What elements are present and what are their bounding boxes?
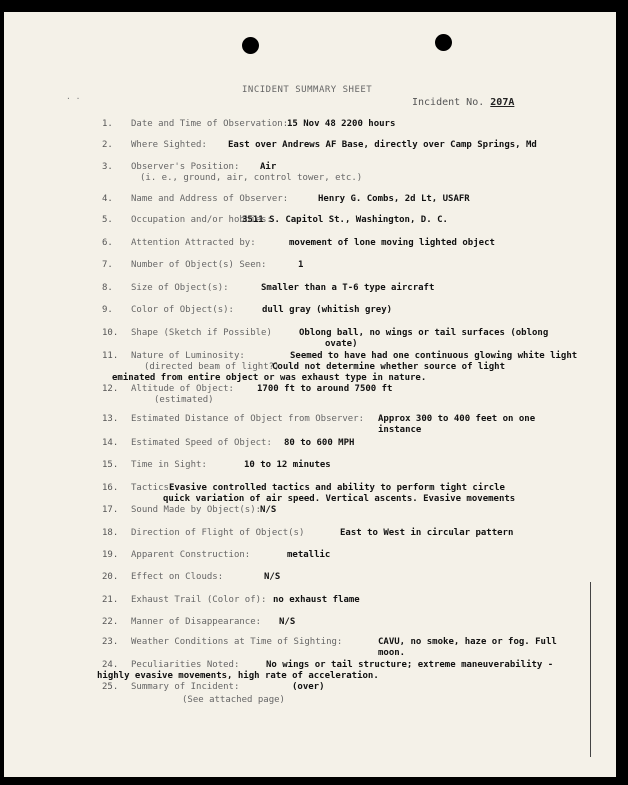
item-label: Time in Sight: — [131, 460, 207, 470]
item-label: Sound Made by Object(s): — [131, 505, 262, 515]
item-answer: 10 to 12 minutes — [244, 460, 331, 470]
margin-line — [590, 582, 591, 757]
document-title: INCIDENT SUMMARY SHEET — [242, 85, 373, 95]
item-answer-continued: highly evasive movements, high rate of acceleration. — [97, 671, 379, 681]
item-answer: No wings or tail structure; extreme maneuverability - — [266, 660, 554, 670]
item-label: Observer's Position: — [131, 162, 240, 172]
item-answer: CAVU, no smoke, haze or fog. Full — [378, 637, 557, 647]
item-number: 7. — [102, 260, 113, 270]
incident-number-value: 207A — [490, 97, 515, 108]
item-subnote: (directed beam of light?) — [144, 362, 280, 372]
item-number: 23. — [102, 637, 119, 647]
item-answer: dull gray (whitish grey) — [262, 305, 393, 315]
item-answer: 80 to 600 MPH — [284, 438, 355, 448]
item-label: Size of Object(s): — [131, 283, 229, 293]
item-number: 3. — [102, 162, 113, 172]
item-label: Tactics: — [131, 483, 175, 493]
item-answer: 15 Nov 48 2200 hours — [287, 119, 396, 129]
item-answer-continued: Could not determine whether source of light — [272, 362, 505, 372]
punch-hole-left — [242, 37, 259, 54]
incident-number — [412, 97, 514, 108]
item-number: 15. — [102, 460, 119, 470]
item-answer: 1 — [298, 260, 304, 270]
item-label: Manner of Disappearance: — [131, 617, 262, 627]
item-answer-continued: instance — [378, 425, 422, 435]
item-number: 12. — [102, 384, 119, 394]
item-answer: metallic — [287, 550, 331, 560]
item-answer-continued: moon. — [378, 648, 406, 658]
item-label: Direction of Flight of Object(s) — [131, 528, 305, 538]
item-answer-continued: ovate) — [325, 339, 358, 349]
item-subnote: (estimated) — [154, 395, 214, 405]
item-label: Estimated Distance of Object from Observer: — [131, 414, 364, 424]
item-number: 18. — [102, 528, 119, 538]
item-label: Name and Address of Observer: — [131, 194, 289, 204]
item-number: 5. — [102, 215, 113, 225]
item-label: Exhaust Trail (Color of): — [131, 595, 267, 605]
item-number: 14. — [102, 438, 119, 448]
document-page — [4, 12, 616, 777]
item-label: Weather Conditions at Time of Sighting: — [131, 637, 343, 647]
item-number: 13. — [102, 414, 119, 424]
margin-mark: · · — [66, 94, 81, 103]
item-answer-continued: quick variation of air speed. Vertical ascents. Evasive movements — [163, 494, 516, 504]
item-number: 4. — [102, 194, 113, 204]
item-label: Color of Object(s): — [131, 305, 234, 315]
item-answer: movement of lone moving lighted object — [289, 238, 495, 248]
item-answer: Air — [260, 162, 277, 172]
item-number: 2. — [102, 140, 113, 150]
item-answer: N/S — [279, 617, 296, 627]
item-label: Attention Attracted by: — [131, 238, 256, 248]
item-answer: N/S — [260, 505, 277, 515]
item-number: 22. — [102, 617, 119, 627]
item-number: 20. — [102, 572, 119, 582]
item-subnote: (i. e., ground, air, control tower, etc.) — [140, 173, 363, 183]
item-label: Nature of Luminosity: — [131, 351, 245, 361]
item-number: 21. — [102, 595, 119, 605]
item-label: Apparent Construction: — [131, 550, 251, 560]
item-number: 16. — [102, 483, 119, 493]
punch-hole-right — [435, 34, 452, 51]
item-number: 11. — [102, 351, 119, 361]
item-label: Altitude of Object: — [131, 384, 234, 394]
item-answer: East over Andrews AF Base, directly over Camp Springs, Md — [228, 140, 537, 150]
item-answer: Henry G. Combs, 2d Lt, USAFR — [318, 194, 470, 204]
item-answer: (over) — [292, 682, 325, 692]
item-answer-continued: eminated from entire object or was exhaust type in nature. — [112, 373, 427, 383]
item-number: 8. — [102, 283, 113, 293]
item-label: Occupation and/or hobbies: — [131, 215, 272, 225]
item-number: 6. — [102, 238, 113, 248]
item-number: 24. — [102, 660, 119, 670]
item-label: Where Sighted: — [131, 140, 207, 150]
item-answer: Approx 300 to 400 feet on one — [378, 414, 536, 424]
item-number: 17. — [102, 505, 119, 515]
item-answer: Evasive controlled tactics and ability to perform tight circle — [169, 483, 505, 493]
incident-number-label: Incident No. — [412, 97, 485, 108]
item-subnote: (See attached page) — [182, 695, 285, 705]
item-label: Date and Time of Observation: — [131, 119, 289, 129]
item-answer: East to West in circular pattern — [340, 528, 514, 538]
item-label: Summary of Incident: — [131, 682, 240, 692]
item-answer: 1700 ft to around 7500 ft — [257, 384, 393, 394]
item-label: Number of Object(s) Seen: — [131, 260, 267, 270]
item-number: 25. — [102, 682, 119, 692]
item-number: 19. — [102, 550, 119, 560]
item-number: 10. — [102, 328, 119, 338]
item-answer: no exhaust flame — [273, 595, 360, 605]
item-label: Peculiarities Noted: — [131, 660, 240, 670]
item-label: Shape (Sketch if Possible) — [131, 328, 272, 338]
item-label: Estimated Speed of Object: — [131, 438, 272, 448]
item-number: 1. — [102, 119, 113, 129]
item-answer: N/S — [264, 572, 281, 582]
item-answer: Seemed to have had one continuous glowing white light — [290, 351, 578, 361]
item-answer: Oblong ball, no wings or tail surfaces (oblong — [299, 328, 549, 338]
item-answer: Smaller than a T-6 type aircraft — [261, 283, 435, 293]
item-answer: 3511 S. Capitol St., Washington, D. C. — [242, 215, 448, 225]
item-number: 9. — [102, 305, 113, 315]
item-label: Effect on Clouds: — [131, 572, 224, 582]
